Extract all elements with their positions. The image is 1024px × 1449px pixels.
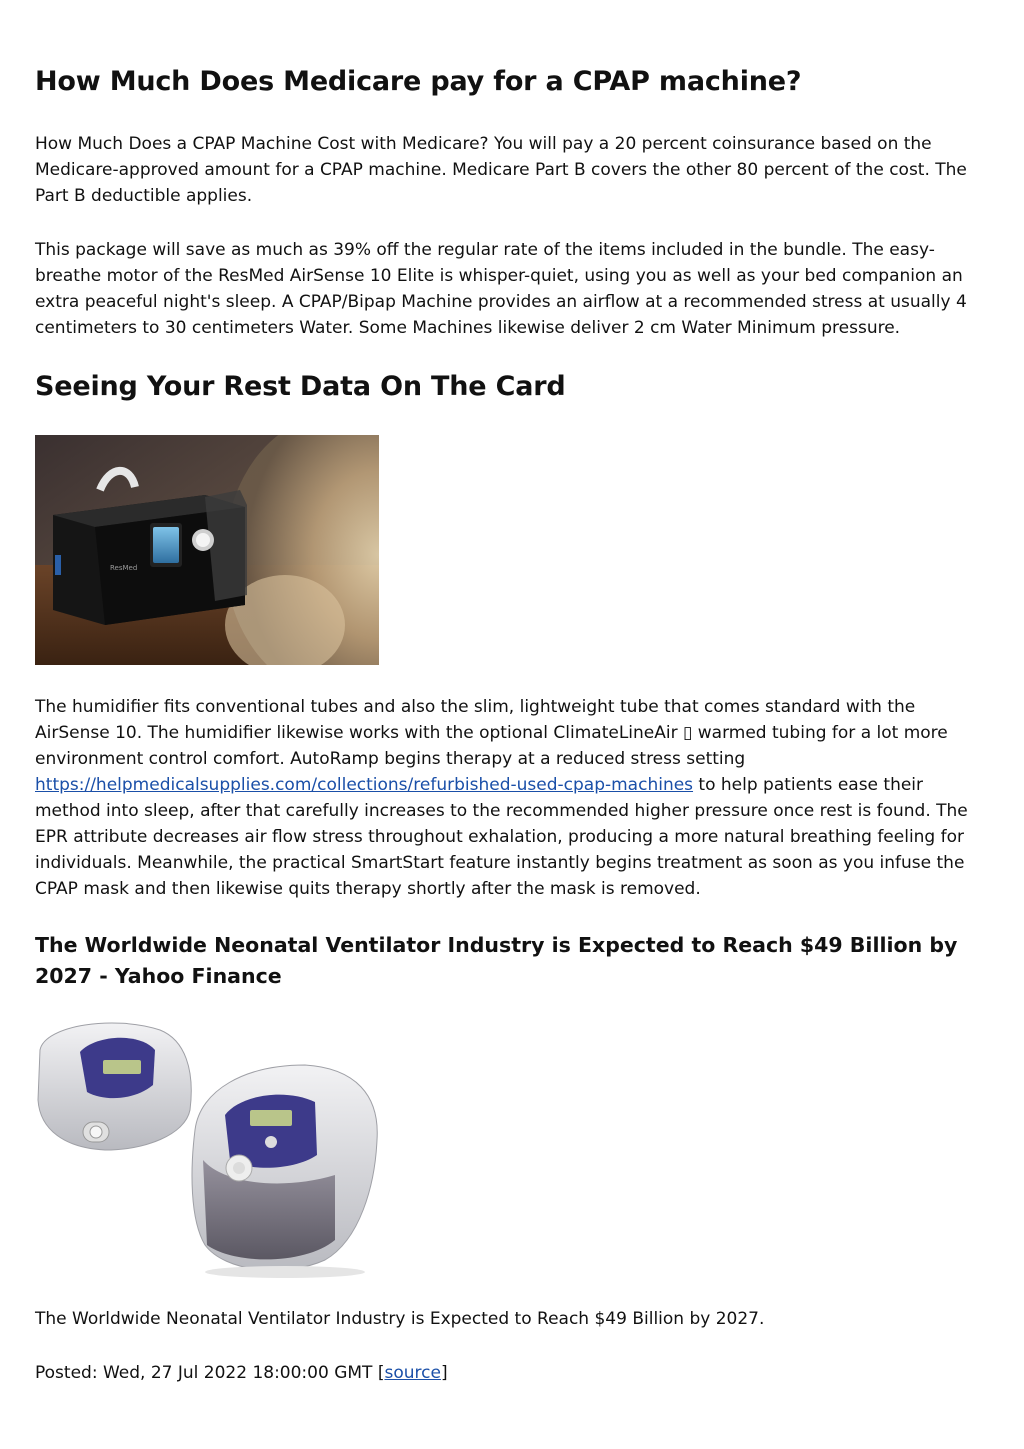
paragraph-humidifier-text-continued: to help patients ease their method into sleep, after that carefully increases to the recommended higher pressure once rest is found. The EPR attribute decreases air flow stress throughout exhalation, producing a more natural breathing feeling for individuals. Meanwhile, the practical SmartStart feature instantly begins treatment as soon as you infuse the CPAP mask and then likewise quits therapy shortly after the mask is removed.	[35, 775, 968, 899]
cpap-photo-pair-graphic	[35, 1010, 385, 1282]
resmed-logo: ResMed	[110, 564, 138, 572]
section-heading-rest-data: Seeing Your Rest Data On The Card	[35, 371, 566, 402]
refurbished-cpap-link[interactable]: https://helpmedicalsupplies.com/collections/refurbished-used-cpap-machines	[35, 775, 694, 795]
source-link[interactable]: source	[384, 1363, 441, 1383]
paragraph-medicare-cost: How Much Does a CPAP Machine Cost with Medicare? You will pay a 20 percent coinsurance based on the Medicare-approved amount for a CPAP machine. Medicare Part B covers the other 80 percent of the cost. The Part B deductible applies.	[35, 134, 967, 206]
cpap-photo-airsense	[35, 435, 379, 665]
paragraph-neonatal-summary: The Worldwide Neonatal Ventilator Industry is Expected to Reach $49 Billion by 2027.	[35, 1309, 765, 1329]
posted-line	[35, 1360, 448, 1386]
paragraph-humidifier-text: The humidifier fits conventional tubes and also the slim, lightweight tube that comes standard with the AirSense 10. The humidifier likewise works with the optional ClimateLineAir ▯ warmed tubing for a lot more environment control comfort. AutoRamp begins therapy at a reduced stress setting	[35, 697, 948, 769]
cpap-photo-airsense-graphic	[35, 435, 379, 665]
posted-date: Posted: Wed, 27 Jul 2022 18:00:00 GMT [	[35, 1363, 385, 1383]
paragraph-package: This package will save as much as 39% off the regular rate of the items included in the bundle. The easy-breathe motor of the ResMed AirSense 10 Elite is whisper-quiet, using you as well as your bed companion an extra peaceful night's sleep. A CPAP/Bipap Machine provides an airflow at a recommended stress at usually 4 centimeters to 30 centimeters Water. Some Machines likewise deliver 2 cm Water Minimum pressure.	[35, 240, 967, 338]
posted-bracket-close: ]	[440, 1363, 448, 1383]
page-title: How Much Does Medicare pay for a CPAP machine?	[35, 66, 802, 97]
section-heading-neonatal: The Worldwide Neonatal Ventilator Industry is Expected to Reach $49 Billion by 2027 - Yahoo Finance	[35, 933, 958, 988]
cpap-photo-pair	[35, 1010, 385, 1282]
paragraph-humidifier	[35, 694, 990, 902]
